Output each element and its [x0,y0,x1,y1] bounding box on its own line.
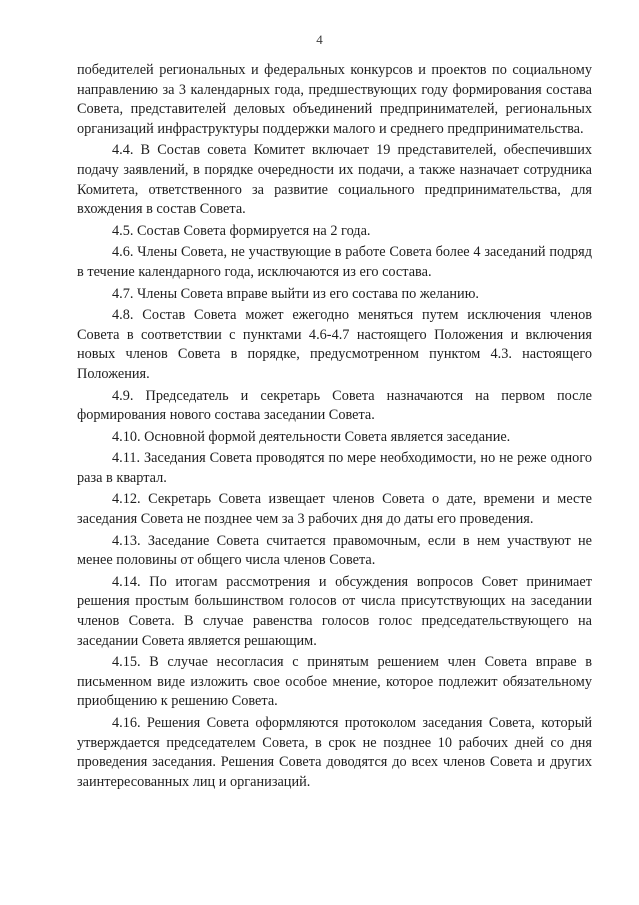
paragraph-4-12: 4.12. Секретарь Совета извещает членов Совета о дате, времени и месте заседания Совета не позднее чем за 3 рабочих дня до даты его проведения. [77,491,592,528]
paragraph-4-4: 4.4. В Состав совета Комитет включает 19 представителей, обеспечивших подачу заявлений, в порядке очередности их подачи, а также назначает сотрудника Комитета, ответственного за развитие социального предпринимательства, для вхождения в состав Совета. [77,142,592,218]
paragraph-4-15: 4.15. В случае несогласия с принятым решением член Совета вправе в письменном виде изложить свое особое мнение, которое подлежит обязательному приобщению к решению Совета. [77,654,592,710]
paragraph-4-8: 4.8. Состав Совета может ежегодно меняться путем исключения членов Совета в соответствии с пунктами 4.6-4.7 настоящего Положения и включения новых членов Совета в порядке, предусмотренном пунктом 4.3. настоящего Положения. [77,307,592,382]
paragraph-4-10: 4.10. Основной формой деятельности Совета является заседание. [112,428,511,445]
paragraph-4-5: 4.5. Состав Совета формируется на 2 года. [112,222,371,239]
page-number: 4 [316,32,323,47]
paragraph-4-6: 4.6. Члены Совета, не участвующие в работе Совета более 4 заседаний подряд в течение календарного года, исключаются из его состава. [77,244,592,280]
paragraph-4-13: 4.13. Заседание Совета считается правомочным, если в нем участвуют не менее половины от общего числа членов Совета. [77,532,592,569]
paragraph-continuation: победителей региональных и федеральных конкурсов и проектов по социальному направлению за 3 календарных года, предшествующих году формирования состава Совета, представителей деловых объединений предпринимателей, региональных организаций инфраструктуры поддержки малого и среднего предпринимательства. [77,62,592,137]
document-body [77,61,592,794]
paragraph-4-9: 4.9. Председатель и секретарь Совета назначаются на первом после формирования нового состава заседании Совета. [77,387,592,424]
paragraph-4-11: 4.11. Заседания Совета проводятся по мере необходимости, но не реже одного раза в квартал. [77,450,592,486]
paragraph-4-14: 4.14. По итогам рассмотрения и обсуждения вопросов Совет принимает решения простым большинством голосов от числа присутствующих на заседании членов Совета. В случае равенства голосов голос председательствующего на заседании Совета является решающим. [77,573,592,649]
paragraph-4-16: 4.16. Решения Совета оформляются протоколом заседания Совета, который утверждается председателем Совета, в срок не позднее 10 рабочих дней со дня проведения заседания. Решения Совета доводятся до всех членов Совета и других заинтересованных лиц и организаций. [77,715,592,790]
paragraph-4-7: 4.7. Члены Совета вправе выйти из его состава по желанию. [112,285,479,302]
